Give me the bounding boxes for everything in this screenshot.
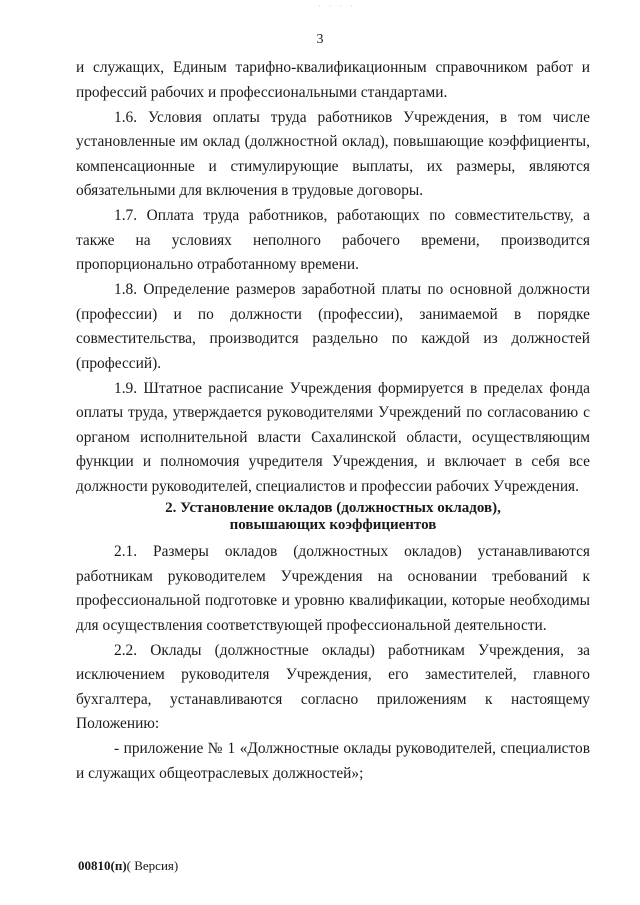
section-heading-line-2: повышающих коэффициентов [229,517,437,533]
paragraph-2-2: 2.2. Оклады (должностные оклады) работникам Учреждения, за исключением руководителя Учреждения, его заместителей, главного бухгалтера, устанавливаются согласно приложениям к настоящему Положению: [76,641,590,732]
paragraph-1-6: 1.6. Условия оплаты труда работников Учреждения, в том числе установленные им оклад (должностной оклад), повышающие коэффициенты, компенсационные и стимулирующие выплаты, их размеры, являются обязательными для включения в трудовые договоры. [76,108,590,199]
paragraph-1-7: 1.7. Оплата труда работников, работающих по совместительству, а также на условиях неполного рабочего времени, производится пропорционально отработанному времени. [76,207,590,273]
document-version: ( Версия) [126,858,179,873]
page-number: 3 [316,32,324,47]
scan-artifact: · · · · [318,2,356,11]
document-body [76,56,590,786]
section-heading [76,500,590,534]
document-code: 00810(п) [78,858,127,873]
list-item-appendix-1: - приложение № 1 «Должностные оклады руководителей, специалистов и служащих общеотраслевых должностей»; [76,740,590,782]
document-footer [78,858,178,874]
paragraph-2-1: 2.1. Размеры окладов (должностных окладов) устанавливаются работникам руководителем Учреждения на основании требований к профессиональной подготовке и уровню квалификации, которые необходимы для осуществления соответствующей профессиональной деятельности. [76,543,590,634]
paragraph-1-9: 1.9. Штатное расписание Учреждения формируется в пределах фонда оплаты труда, утверждается руководителями Учреждений по согласованию с органом исполнительной власти Сахалинской области, осуществляющим функции и полномочия учредителя Учреждения, и включает в себя все должности руководителей, специалистов и профессии рабочих Учреждения. [76,379,590,495]
paragraph-1-8: 1.8. Определение размеров заработной платы по основной должности (профессии) и по должности (профессии), занимаемой в порядке совместительства, производится раздельно по каждой из должностей (профессий). [76,281,590,372]
section-heading-line-1: 2. Установление окладов (должностных окладов), [165,500,501,516]
paragraph-continuation: и служащих, Единым тарифно-квалификационным справочником работ и профессий рабочих и профессиональными стандартами. [76,59,590,101]
